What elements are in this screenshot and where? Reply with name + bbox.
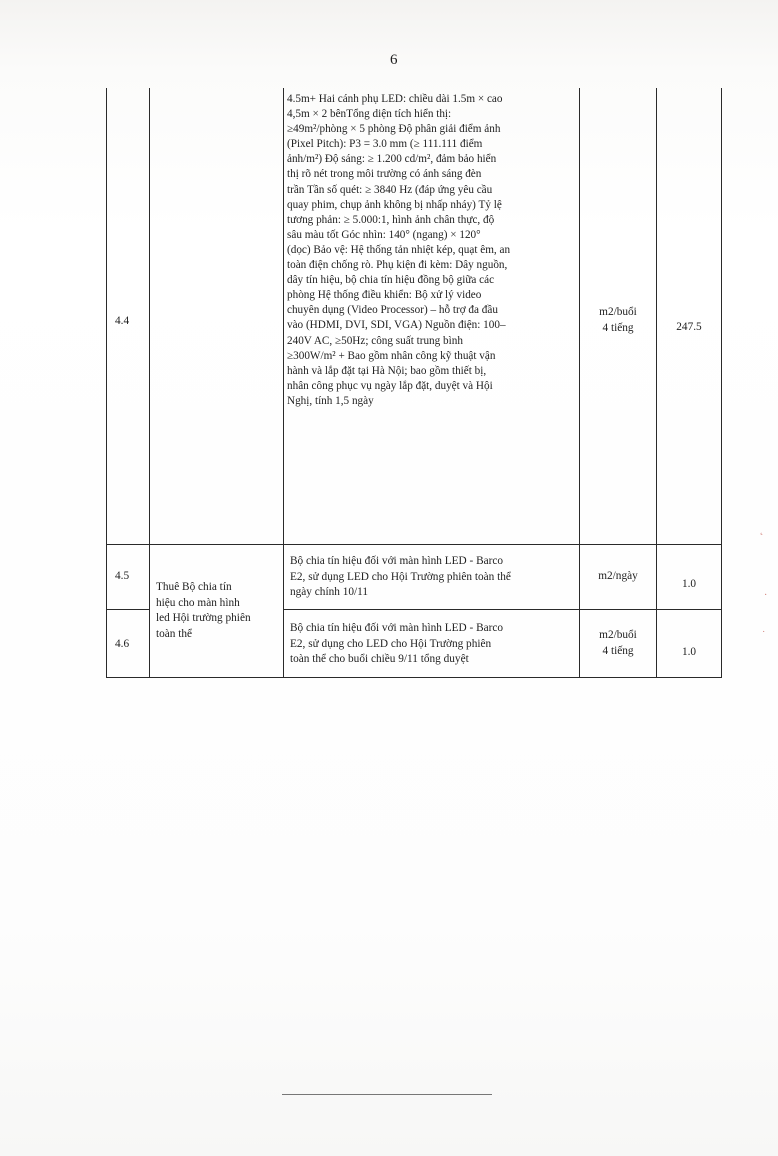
stamp-bleed-mark: ˛ xyxy=(760,525,764,536)
row-number: 4.4 xyxy=(115,315,130,327)
unit-cell: m2/ngày xyxy=(598,570,638,582)
item-description xyxy=(290,554,582,601)
table-row-divider xyxy=(106,609,150,610)
item-name-line: hiệu cho màn hình xyxy=(156,596,240,609)
item-description: 4.5m+ Hai cánh phụ LED: chiều dài 1.5m × cao 4,5m × 2 bênTổng diện tích hiển thị: ≥49m²/phòng × 5 phòng Độ phân giải điểm ảnh (Pixel Pitch): P3 = 3.0 mm (≥ 111.111 điểm ảnh/m²) Độ sáng: ≥ 1.200 cd/m², đảm bảo hiển thị rõ nét trong môi trường có ánh sáng đèn trần Tần số quét: ≥ 3840 Hz (đáp ứng yêu cầu quay phim, chụp ảnh không bị nhấp nháy) Tỷ lệ tương phản: ≥ 5.000:1, hình ảnh chân thực, độ sâu màu tốt Góc nhìn: 140° (ngang) × 120° (dọc) Bảo vệ: Hệ thống tản nhiệt kép, quạt êm, an toàn điện chống rò. Phụ kiện đi kèm: Dây nguồn, dây tín hiệu, bộ chia tín hiệu đồng bộ giữa các phòng Hệ thống điều khiển: Bộ xử lý video chuyên dụng (Video Processor) – hỗ trợ đa đầu vào (HDMI, DVI, SDI, VGA) Nguồn điện: 100– 240V AC, ≥50Hz; công suất trung bình ≥300W/m² + Bao gồm nhân công kỹ thuật vận hành và lắp đặt tại Hà Nội; bao gồm thiết bị, nhân công phục vụ ngày lắp đặt, duyệt và Hội Nghị, tính 1,5 ngày xyxy=(287,93,511,407)
item-name-line: led Hội trường phiên xyxy=(156,612,251,625)
description-line: E2, sử dụng LED cho Hội Trường phiên toàn thể xyxy=(290,570,511,583)
row-number: 4.6 xyxy=(115,638,130,650)
page-number: 6 xyxy=(390,52,398,68)
table-border-left xyxy=(106,88,107,678)
row-number: 4.5 xyxy=(115,570,130,582)
description-line: E2, sử dụng cho LED cho Hội Trường phiên xyxy=(290,637,492,650)
quantity-cell: 1.0 xyxy=(681,578,697,590)
description-line: toàn thể cho buổi chiều 9/11 tổng duyệt xyxy=(290,653,469,666)
table-column-divider xyxy=(656,88,657,678)
quantity-cell: 1.0 xyxy=(681,646,697,658)
stamp-bleed-mark: · xyxy=(764,590,768,601)
unit-text: 4 tiếng xyxy=(602,644,634,657)
description-line: Bộ chia tín hiệu đối với màn hình LED - Barco xyxy=(290,622,504,634)
table-border-right xyxy=(721,88,722,678)
unit-cell xyxy=(583,305,653,336)
item-name-line: toàn thể xyxy=(156,627,193,640)
item-description xyxy=(290,621,582,668)
description-line: ngày chính 10/11 xyxy=(290,586,369,599)
unit-cell xyxy=(583,628,653,659)
stamp-bleed-mark: ˙ xyxy=(762,630,766,641)
table-row-divider xyxy=(283,609,722,610)
item-name-line: Thuê Bộ chia tín xyxy=(156,581,232,593)
quantity-cell: 247.5 xyxy=(676,321,702,333)
table-row-divider xyxy=(106,544,722,545)
merged-item-name xyxy=(156,580,282,642)
table-column-divider xyxy=(149,88,150,678)
table-border-bottom xyxy=(106,677,722,678)
description-line: Bộ chia tín hiệu đối với màn hình LED - Barco xyxy=(290,555,504,567)
unit-text: m2/buổi xyxy=(599,306,637,318)
unit-text: m2/buổi xyxy=(599,629,637,641)
table-column-divider xyxy=(283,88,284,678)
unit-text: 4 tiếng xyxy=(602,321,634,334)
footer-rule xyxy=(282,1094,492,1095)
